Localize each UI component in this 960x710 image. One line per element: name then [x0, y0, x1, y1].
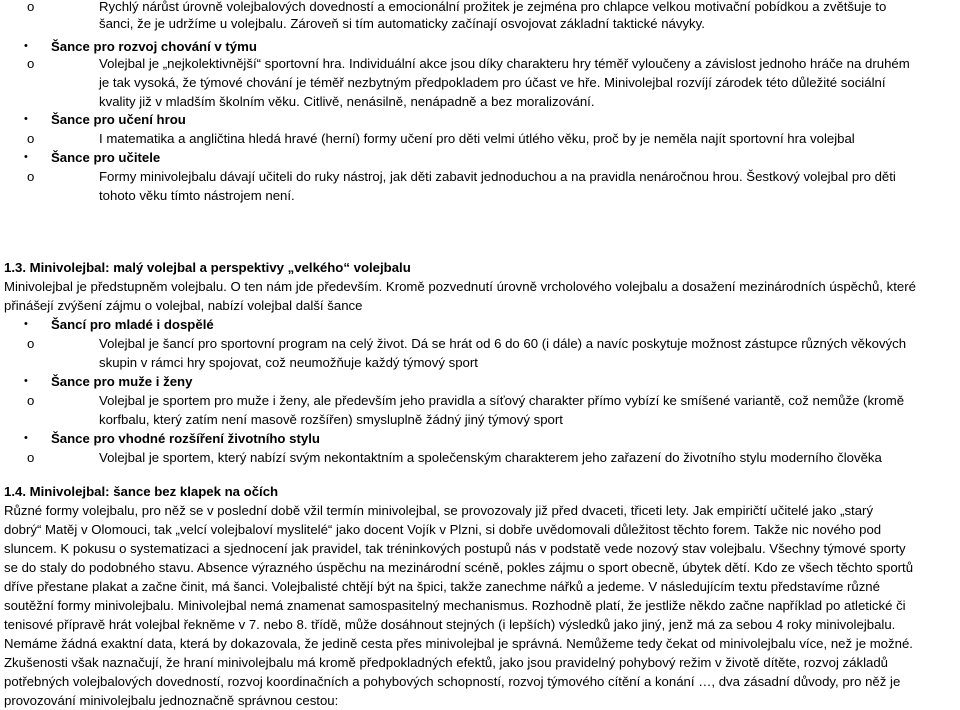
paragraph-line: soutěžní formy minivolejbalu. Minivolejbal nemá znamenat samospasitelný mechanismus. Rozhodně platí, že jestliže někdo začne například po atletické či [4, 598, 906, 613]
paragraph-line: potřebných volejbalových dovedností, rozvoj koordinačních a pohybových schopností, rozvoj týmového cítění a konání …, dva zásadní důvody, pro něž je [4, 674, 901, 689]
list-heading: Šancí pro mladé i dospělé [51, 317, 214, 332]
sub-bullet-marker: o [27, 336, 35, 351]
bullet-marker: • [24, 375, 28, 387]
sub-bullet-marker: o [27, 169, 35, 184]
section-heading: 1.4. Minivolejbal: šance bez klapek na očích [4, 484, 279, 499]
list-item-text: korfbalu, který zatím není masově rozšířen) smysluplně žádný jiný týmový sport [99, 412, 563, 427]
paragraph-line: Zkušenosti však naznačují, že hraní minivolejbalu má kromě předpokladných efektů, jako jsou pravidelný pohybový režim v životě dítěte, rozvoj základů [4, 655, 889, 670]
list-item-text: Volejbal je sportem, který nabízí svým nekontaktním a společenským charakterem jeho zařazení do životního stylu moderního člověka [99, 450, 882, 465]
list-item-text: skupin v rámci hry spojovat, což neumožňuje každý týmový sport [99, 355, 478, 370]
paragraph-line: přinášejí zvýšení zájmu o volejbal, nabízí volejbal další šance [4, 298, 363, 313]
paragraph-line: provozování minivolejbalu jednoznačně správnou cestou: [4, 693, 339, 708]
list-item-text: Volejbal je sportem pro muže i ženy, ale především jeho pravidla a síťový charakter přímo vybízí ke smíšené variantě, což nemůže (kromě [99, 393, 905, 408]
list-item-text: tohoto věku tímto nástrojem není. [99, 188, 295, 203]
paragraph-line: se do staly do podobného stavu. Absence výrazného úspěchu na mezinárodní scéně, pokles zájmu o sport obecně, úbytek dětí. Kdo ze všech těchto sportů [4, 560, 914, 575]
list-heading: Šance pro rozvoj chování v týmu [51, 39, 257, 54]
paragraph-line: dříve přestane plakat a začne činit, má šanci. Volejbalisté chtějí být na špici, takže zanechme nářků a jedeme. V následujícím textu představíme různé [4, 579, 880, 594]
sub-bullet-marker: o [27, 56, 35, 71]
list-heading: Šance pro muže i ženy [51, 374, 193, 389]
list-heading: Šance pro učitele [51, 150, 161, 165]
paragraph-line: dobrý“ Matěj v Olomouci, tak „velcí volejbaloví myslitelé“ jako docent Vojík v Plzni, si dobře uvědomovali důležitost těchto forem. Takže nic nového pod [4, 522, 882, 537]
list-item-text: Formy minivolejbalu dávají učiteli do ruky nástroj, jak děti zabavit jednoduchou a na pravidla nenáročnou hrou. Šestkový volejbal pro děti [99, 169, 896, 184]
list-heading: Šance pro učení hrou [51, 112, 186, 127]
bullet-marker: • [24, 113, 28, 125]
paragraph-line: tenisové přípravě hrát volejbal řekněme v 7. nebo 8. třídě, může dosáhnout stejných (i lepších) výsledků jako jiný, jenž má za sebou 4 roky minivolejbalu. [4, 617, 896, 632]
list-item-text: je tak vysoká, že týmové chování je téměř nezbytným předpokladem pro účast ve hře. Minivolejbal rozvíjí zárodek této důležité sociální [99, 75, 886, 90]
sub-bullet-marker: o [27, 450, 35, 465]
paragraph-line: sluncem. K pokusu o systematizaci a sjednocení jak pravidel, tak tréninkových postupů nás v podstatě vede nozový stav volejbalu. Všechny týmové sporty [4, 541, 906, 556]
list-item-text: šanci, že je udržíme u volejbalu. Zároveň si tím automaticky začínají osvojovat základní taktické návyky. [99, 16, 705, 31]
section-heading: 1.3. Minivolejbal: malý volejbal a perspektivy „velkého“ volejbalu [4, 260, 411, 275]
list-item-text: Volejbal je „nejkolektivnější“ sportovní hra. Individuální akce jsou díky charakteru hry téměř vyloučeny a závislost jednoho hráče na druhém [99, 56, 910, 71]
sub-bullet-marker: o [27, 131, 35, 146]
list-item-text: kvality již v mladším školním věku. Citlivě, nenásilně, nenápadně a bez moralizování. [99, 94, 595, 109]
paragraph-line: Minivolejbal je předstupněm volejbalu. O ten nám jde především. Kromě pozvednutí úrovně vrcholového volejbalu a dosažení mezinárodních úspěchů, které [4, 279, 916, 294]
sub-bullet-marker: o [27, 0, 35, 14]
bullet-marker: • [24, 432, 28, 444]
list-heading: Šance pro vhodné rozšíření životního stylu [51, 431, 320, 446]
paragraph-line: Nemáme žádná exaktní data, která by dokazovala, že jedině cesta přes minivolejbal je správná. Nemůžeme tedy čekat od minivolejbalu více, než je možné. [4, 636, 913, 651]
bullet-marker: • [24, 40, 28, 52]
list-item-text: Rychlý nárůst úrovně volejbalových dovedností a emocionální prožitek je zejména pro chlapce velkou motivační pobídkou a zvětšuje to [99, 0, 887, 14]
bullet-marker: • [24, 318, 28, 330]
bullet-marker: • [24, 151, 28, 163]
paragraph-line: Různé formy volejbalu, pro něž se v poslední době vžil termín minivolejbal, se provozovaly již před dvaceti, třiceti lety. Jak empiričtí učitelé jako „starý [4, 503, 874, 518]
list-item-text: Volejbal je šancí pro sportovní program na celý život. Dá se hrát od 6 do 60 (i dále) a navíc poskytuje možnost zástupce různých věkových [99, 336, 907, 351]
sub-bullet-marker: o [27, 393, 35, 408]
list-item-text: I matematika a angličtina hledá hravé (herní) formy učení pro děti velmi útlého věku, proč by je neměla najít sportovní hra volejbal [99, 131, 855, 146]
